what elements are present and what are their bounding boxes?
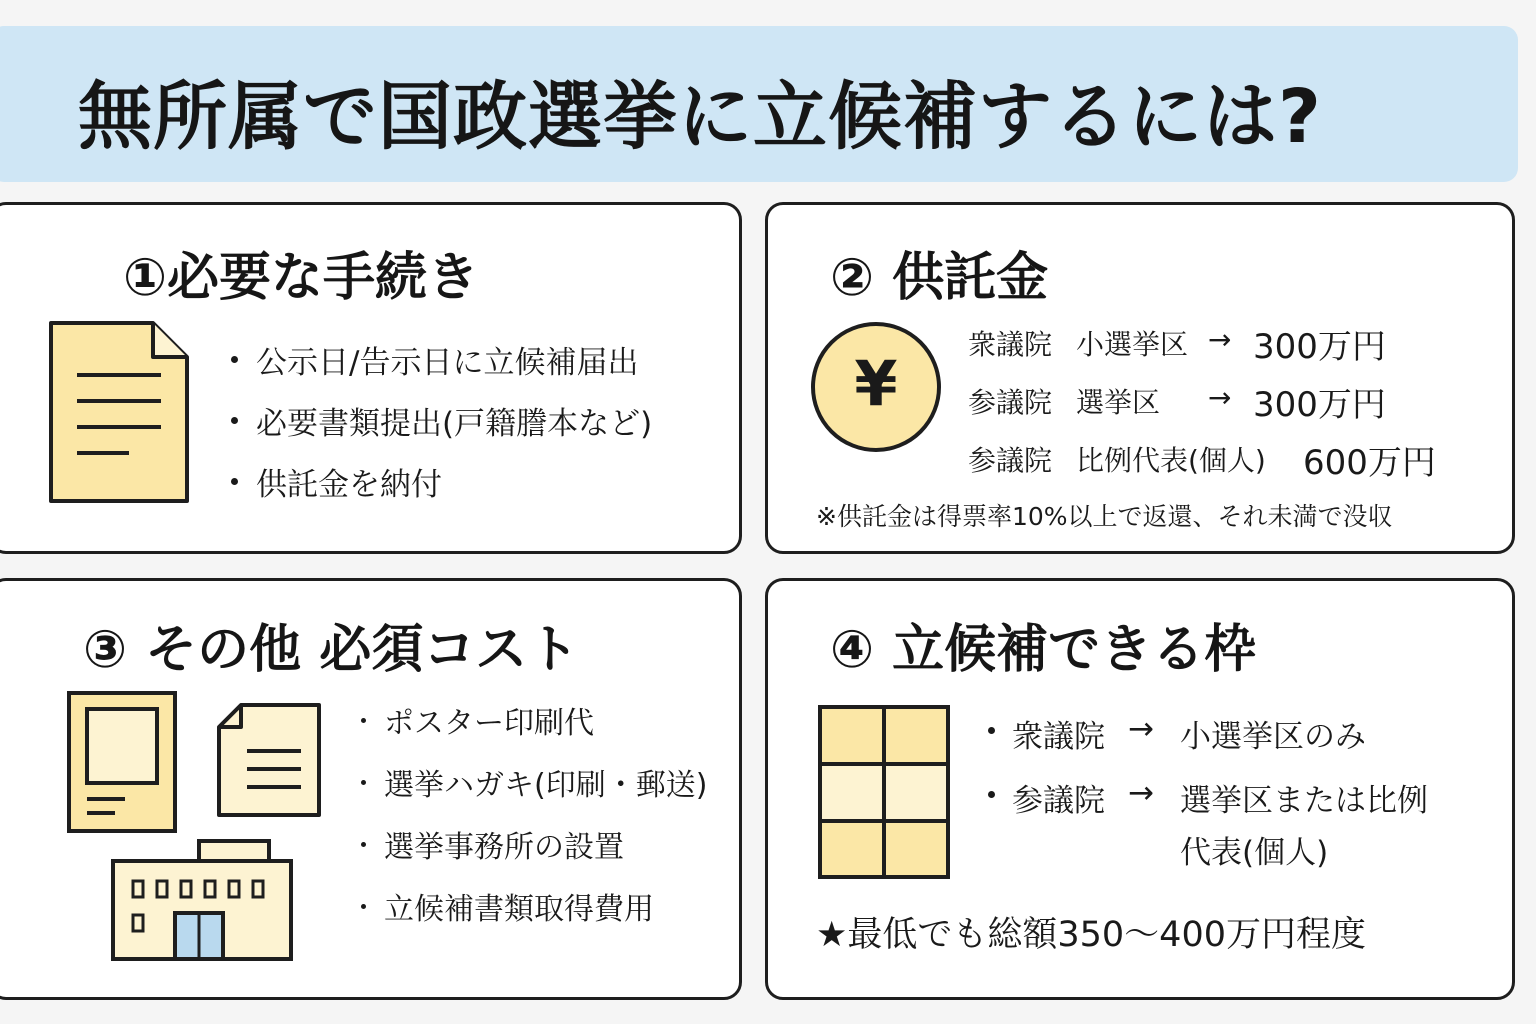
deposit-card: ② 供託金 ¥ 衆議院 小選挙区 → 300万円 参議院 選挙区 → 300万円 参議院 比例代表(個人) 600万円 ※供託金は得票率10%以上で返還、それ未満で没収 (765, 202, 1515, 554)
grid-table-icon (818, 705, 950, 879)
list-item: 公示日/告示日に立候補届出 (231, 329, 652, 390)
candidacy-slots-card: ④ 立候補できる枠 衆議院 → 小選挙区のみ 参議院 → 選挙区または比例 代表(個人) ★最低でも総額350〜400万円程度 (765, 578, 1515, 1000)
list-item: 必要書類提出(戸籍謄本など) (231, 390, 652, 451)
yen-symbol: ¥ (854, 347, 898, 420)
other-costs-list (361, 689, 707, 937)
list-item: 選挙事務所の設置 (361, 813, 707, 875)
deposit-note: ※供託金は得票率10%以上で返還、それ未満で没収 (816, 502, 1393, 531)
other-costs-heading: ③ その他 必須コスト (83, 620, 580, 680)
other-costs-card (0, 578, 742, 1000)
poster-icon (67, 691, 177, 833)
postcard-icon (217, 703, 321, 817)
deposit-heading: ② 供託金 (830, 248, 1049, 308)
list-item: 選挙ハガキ(印刷・郵送) (361, 751, 707, 813)
candidacy-slots-heading: ④ 立候補できる枠 (830, 620, 1257, 680)
procedures-heading: ①必要な手続き (123, 248, 480, 308)
office-building-icon (111, 839, 293, 961)
list-item: 供託金を納付 (231, 451, 652, 512)
page-title: 無所属で国政選挙に立候補するには? (78, 74, 1322, 160)
total-cost-note: ★最低でも総額350〜400万円程度 (816, 915, 1366, 955)
list-item: ポスター印刷代 (361, 689, 707, 751)
procedures-list (231, 329, 652, 512)
document-icon (49, 321, 189, 503)
list-item: 立候補書類取得費用 (361, 875, 707, 937)
procedures-card (0, 202, 742, 554)
